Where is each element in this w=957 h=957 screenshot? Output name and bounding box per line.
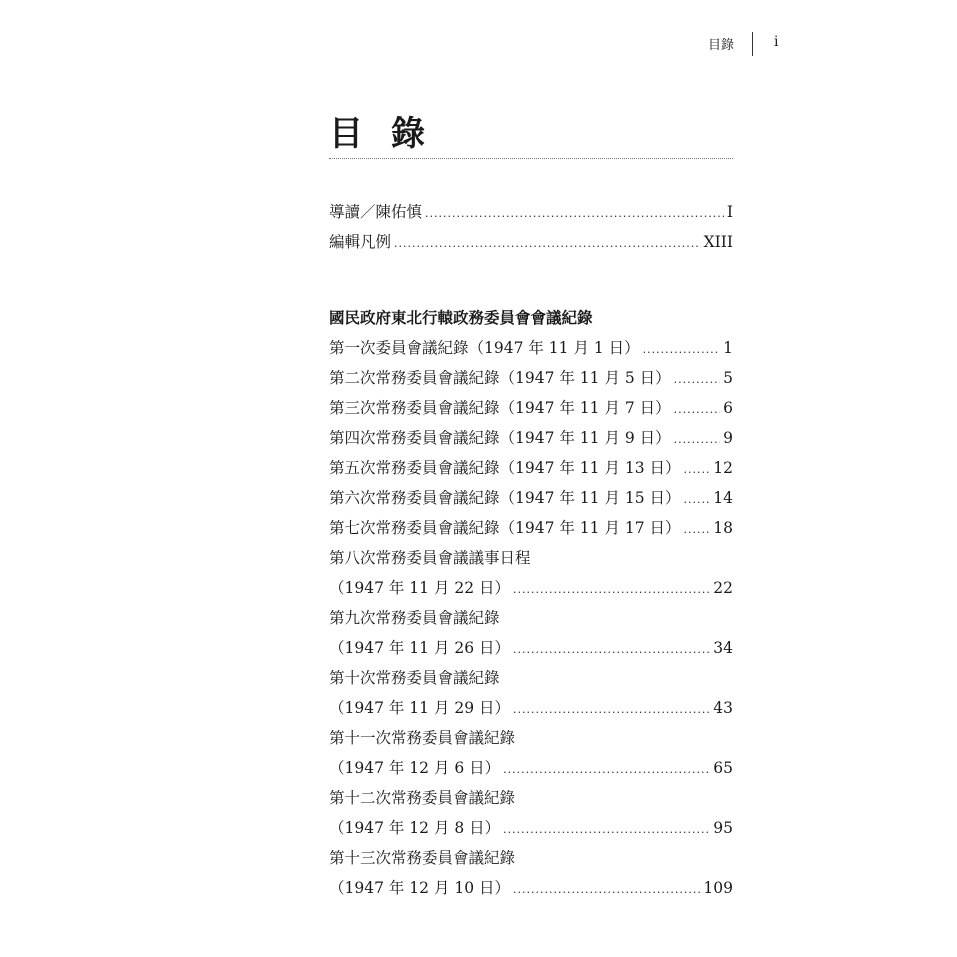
toc-entry-page-number: XIII <box>703 233 733 251</box>
toc-entry-title: 第九次常務委員會議紀錄 <box>329 609 500 627</box>
toc-entry-date-line <box>329 693 733 723</box>
toc-entry-date-line <box>329 633 733 663</box>
table-of-contents <box>329 197 733 903</box>
running-head-divider <box>752 32 753 56</box>
front-matter-list <box>329 197 733 257</box>
toc-entry-title: 第十二次常務委員會議紀錄 <box>329 789 516 807</box>
toc-entry-two-line[interactable] <box>329 723 733 783</box>
toc-entry[interactable] <box>329 393 733 423</box>
toc-entry-label: （1947 年 11 月 29 日） <box>329 699 511 717</box>
dot-leader <box>513 875 700 905</box>
running-head <box>700 32 800 56</box>
dot-leader <box>643 335 720 365</box>
section-heading: 國民政府東北行轅政務委員會會議紀錄 <box>329 308 593 327</box>
toc-entry-two-line[interactable] <box>329 783 733 843</box>
dot-leader <box>674 365 720 395</box>
toc-entry-page-number: 14 <box>713 489 733 507</box>
toc-entry-label: （1947 年 11 月 22 日） <box>329 579 511 597</box>
toc-entry-two-line[interactable] <box>329 543 733 603</box>
toc-entry-label: 第五次常務委員會議紀錄（1947 年 11 月 13 日） <box>329 459 681 477</box>
toc-entry-page-number: 6 <box>723 399 733 417</box>
toc-entry-two-line[interactable] <box>329 843 733 903</box>
toc-entries-two-line <box>329 543 733 903</box>
dot-leader <box>503 815 710 845</box>
running-head-title: 目錄 <box>708 38 735 53</box>
toc-entry-label: （1947 年 12 月 6 日） <box>329 759 501 777</box>
toc-entry[interactable] <box>329 333 733 363</box>
dot-leader <box>503 755 710 785</box>
toc-entry[interactable] <box>329 423 733 453</box>
toc-entry-page-number: 22 <box>713 579 733 597</box>
dot-leader <box>394 229 701 259</box>
dot-leader <box>684 485 711 515</box>
toc-entry-page-number: 95 <box>713 819 733 837</box>
toc-entry[interactable] <box>329 197 733 227</box>
toc-entry-page-number: 9 <box>723 429 733 447</box>
dot-leader <box>684 515 711 545</box>
toc-entry-label: 第七次常務委員會議紀錄（1947 年 11 月 17 日） <box>329 519 681 537</box>
toc-entry-page-number: I <box>726 203 733 221</box>
toc-entry[interactable] <box>329 363 733 393</box>
title-dotted-rule <box>329 158 733 159</box>
dot-leader <box>513 635 710 665</box>
toc-entry-label: （1947 年 12 月 10 日） <box>329 879 511 897</box>
toc-entry-page-number: 109 <box>703 879 733 897</box>
running-head-page-number: i <box>774 34 779 50</box>
toc-entry-page-number: 65 <box>713 759 733 777</box>
toc-entry-title: 第八次常務委員會議議事日程 <box>329 549 531 567</box>
toc-entry-label: （1947 年 11 月 26 日） <box>329 639 511 657</box>
dot-leader <box>513 695 710 725</box>
toc-entry-title: 第十三次常務委員會議紀錄 <box>329 849 516 867</box>
dot-leader <box>674 425 720 455</box>
toc-entry-label: 第一次委員會議紀錄（1947 年 11 月 1 日） <box>329 339 640 357</box>
toc-entry-label: 第二次常務委員會議紀錄（1947 年 11 月 5 日） <box>329 369 671 387</box>
toc-entry-page-number: 34 <box>713 639 733 657</box>
toc-entry-two-line[interactable] <box>329 663 733 723</box>
toc-entries-single-line <box>329 333 733 543</box>
section-spacer <box>329 257 733 303</box>
toc-entry-page-number: 43 <box>713 699 733 717</box>
toc-entry-date-line <box>329 873 733 903</box>
dot-leader <box>425 199 724 229</box>
page-title: 目錄 <box>329 114 453 154</box>
toc-entry-two-line[interactable] <box>329 603 733 663</box>
toc-entry-date-line <box>329 813 733 843</box>
toc-entry-page-number: 1 <box>723 339 733 357</box>
toc-entry[interactable] <box>329 483 733 513</box>
toc-entry[interactable] <box>329 513 733 543</box>
toc-entry-label: 編輯凡例 <box>329 233 392 251</box>
toc-entry-page-number: 18 <box>713 519 733 537</box>
toc-entry-label: 導讀／陳佑慎 <box>329 203 423 221</box>
toc-entry-title: 第十一次常務委員會議紀錄 <box>329 729 516 747</box>
dot-leader <box>513 575 710 605</box>
toc-entry-page-number: 5 <box>723 369 733 387</box>
toc-entry-label: 第三次常務委員會議紀錄（1947 年 11 月 7 日） <box>329 399 671 417</box>
toc-entry-page-number: 12 <box>713 459 733 477</box>
toc-entry-label: （1947 年 12 月 8 日） <box>329 819 501 837</box>
toc-entry-label: 第六次常務委員會議紀錄（1947 年 11 月 15 日） <box>329 489 681 507</box>
toc-entry-title: 第十次常務委員會議紀錄 <box>329 669 500 687</box>
dot-leader <box>684 455 711 485</box>
dot-leader <box>674 395 720 425</box>
toc-entry-date-line <box>329 573 733 603</box>
toc-entry-label: 第四次常務委員會議紀錄（1947 年 11 月 9 日） <box>329 429 671 447</box>
toc-entry[interactable] <box>329 227 733 257</box>
toc-entry[interactable] <box>329 453 733 483</box>
toc-entry-date-line <box>329 753 733 783</box>
